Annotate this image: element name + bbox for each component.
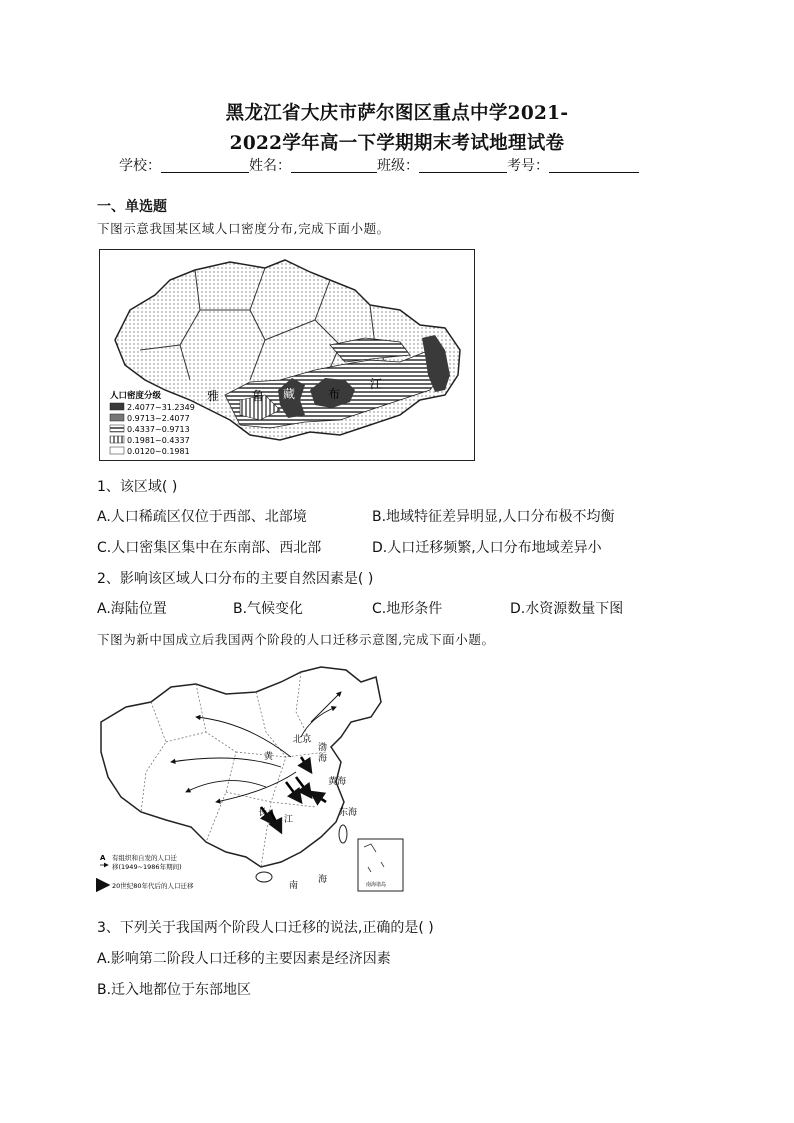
- q1-option-d[interactable]: D.人口迁移频繁,人口分布地域差异小: [372, 540, 602, 556]
- legend-label-4: 0.1981~0.4337: [127, 436, 190, 445]
- legend-swatch-3: [110, 425, 124, 432]
- q3-option-b[interactable]: B.迁入地都位于东部地区: [97, 982, 252, 998]
- river-label-zang: 藏: [283, 387, 296, 401]
- q1-option-a[interactable]: A.人口稀疏区仅位于西部、北部境: [97, 509, 307, 525]
- legend-label-2: 0.9713~2.4077: [127, 414, 190, 423]
- legend-a-line1: 有组织和自发的人口迁: [112, 854, 177, 862]
- legend-swatch-1: [110, 403, 124, 410]
- label-bohai-1: 渤: [318, 743, 328, 753]
- class-label: 班级：: [377, 158, 419, 174]
- q1-option-b[interactable]: B.地域特征差异明显,人口分布极不均衡: [372, 509, 615, 525]
- river-label-bu: 布: [328, 387, 341, 401]
- legend-swatch-2: [110, 414, 124, 421]
- school-label: 学校：: [119, 158, 161, 174]
- label-south: 南: [289, 881, 299, 891]
- question-2-stem: 2、影响该区域人口分布的主要自然因素是( ): [97, 571, 374, 587]
- migration-map: [96, 662, 406, 894]
- migration-map-svg: [96, 662, 406, 894]
- q3-option-a[interactable]: A.影响第二阶段人口迁移的主要因素是经济因素: [97, 951, 391, 967]
- exam-title-line1: 黑龙江省大庆市萨尔图区重点中学2021-: [225, 103, 569, 124]
- label-beijing: 北京: [293, 735, 312, 745]
- q2-option-a[interactable]: A.海陆位置: [97, 601, 167, 617]
- legend-swatch-4: [110, 436, 124, 443]
- question-1-stem: 1、该区域( ): [97, 479, 178, 495]
- legend-label-1: 2.4077~31.2349: [127, 403, 195, 412]
- section-heading: 一、单选题: [97, 199, 167, 215]
- river-label-lu: 鲁: [252, 389, 265, 403]
- label-sea: 海: [318, 875, 328, 885]
- exam-title-line2: 2022学年高一下学期期末考试地理试卷: [229, 133, 565, 154]
- class-blank[interactable]: [419, 158, 507, 173]
- legend-label-3: 0.4337~0.9713: [127, 425, 190, 434]
- name-label: 姓名：: [249, 158, 291, 174]
- population-density-map: [99, 249, 475, 461]
- taiwan-island: [339, 825, 347, 843]
- exam-number-label: 考号：: [507, 158, 549, 174]
- river-label-ya: 雅: [207, 389, 220, 403]
- exam-number-blank[interactable]: [549, 158, 639, 173]
- population-density-map-svg: [100, 250, 474, 460]
- question-3-stem: 3、下列关于我国两个阶段人口迁移的说法,正确的是( ): [97, 920, 434, 936]
- label-bohai-2: 海: [318, 754, 328, 764]
- legend-b: 20世纪80年代后的人口迁移: [112, 882, 194, 890]
- legend-label-5: 0.0120~0.1981: [127, 447, 190, 456]
- name-blank[interactable]: [291, 158, 377, 173]
- legend-a-line2: 移(1949~1986年期间): [112, 863, 182, 871]
- label-jiang: 江: [284, 815, 294, 825]
- q2-option-b[interactable]: B.气候变化: [233, 601, 304, 617]
- legend-swatch-5: [110, 447, 124, 454]
- q2-option-d[interactable]: D.水资源数量下图: [510, 601, 624, 617]
- inset-label: 南海诸岛: [366, 882, 387, 888]
- school-blank[interactable]: [161, 158, 249, 173]
- density-legend: [110, 390, 195, 456]
- label-east-sea: 东海: [339, 808, 358, 818]
- q2-option-c[interactable]: C.地形条件: [372, 601, 443, 617]
- label-chang: 长: [258, 808, 268, 818]
- hainan-island: [256, 872, 272, 882]
- migration-legend: [100, 853, 194, 890]
- student-info-line: [119, 155, 639, 175]
- label-yellow-sea: 黄海: [328, 777, 347, 787]
- intro-text-1: 下图示意我国某区域人口密度分布,完成下面小题。: [97, 221, 390, 236]
- q1-option-c[interactable]: C.人口密集区集中在东南部、西北部: [97, 540, 322, 556]
- label-huang: 黄: [264, 752, 274, 762]
- intro-text-2: 下图为新中国成立后我国两个阶段的人口迁移示意图,完成下面小题。: [97, 632, 495, 647]
- legend-a-marker: A: [100, 854, 106, 862]
- legend-title: 人口密度分级: [110, 391, 162, 401]
- river-label-jiang: 江: [370, 377, 383, 391]
